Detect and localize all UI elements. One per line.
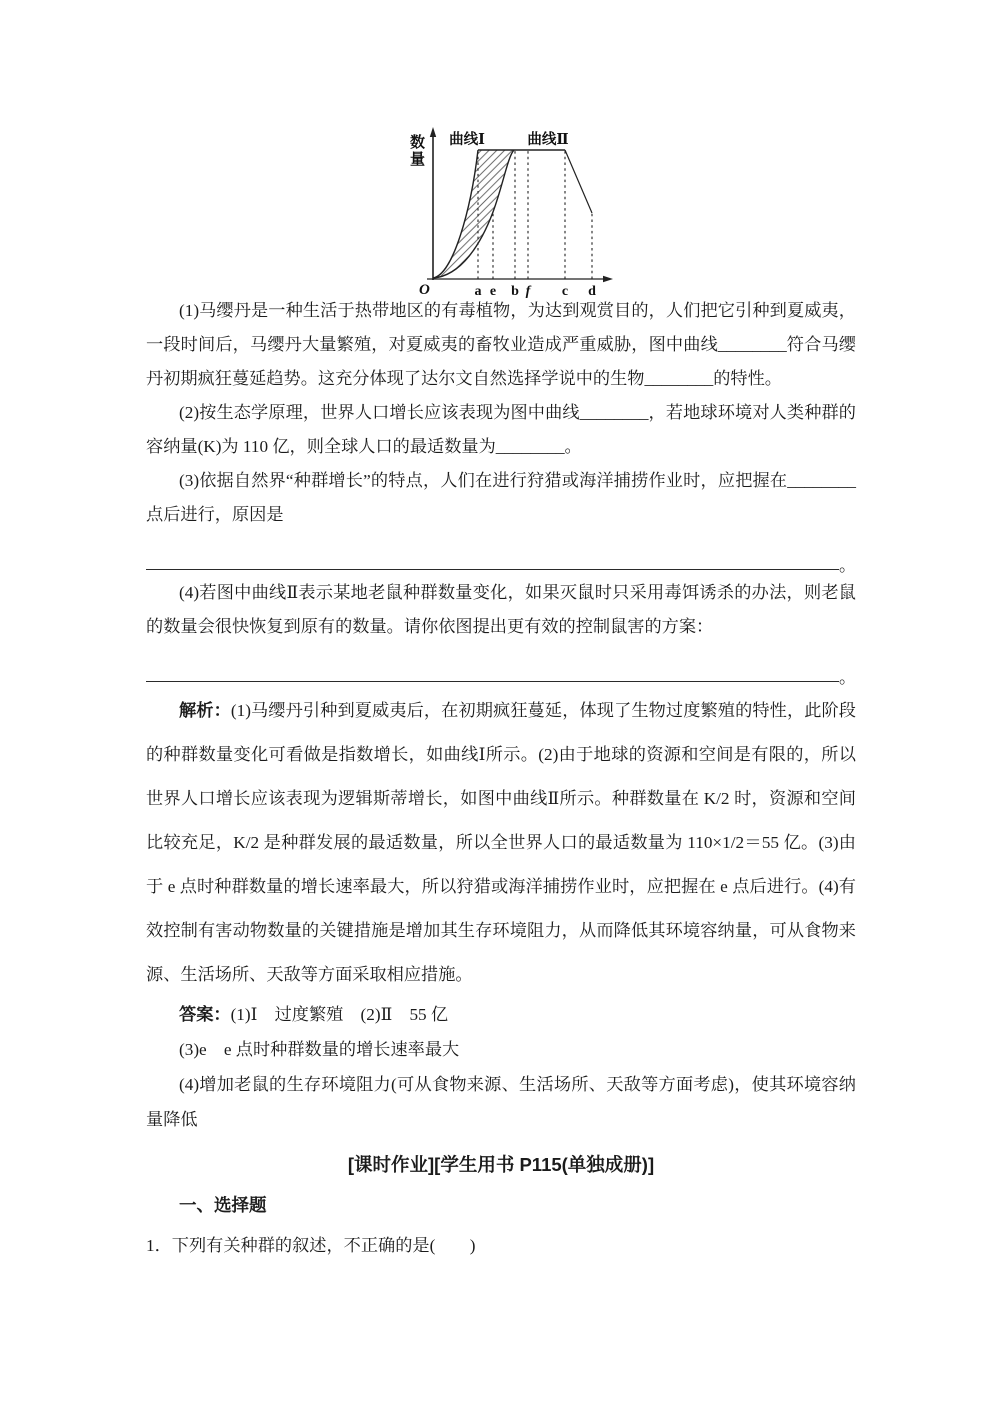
analysis-paragraph: [146, 688, 856, 997]
subquestion-3: (3)依据自然界“种群增长”的特点，人们在进行狩猎或海洋捕捞作业时，应把握在________点后进行，原因是: [146, 471, 856, 524]
analysis-text: (1)马缨丹引种到夏威夷后，在初期疯狂蔓延，体现了生物过度繁殖的特性，此阶段的种群数量变化可看做是指数增长，如曲线Ⅰ所示。(2)由于地球的资源和空间是有限的，所以世界人口增长应该表现为逻辑斯蒂增长，如图中曲线Ⅱ所示。种群数量在 K/2 时，资源和空间比较充足，K/2 是种群发展的最适数量，所以全世界人口的最适数量为 110×1/2＝55 亿。(3)由于 e 点时种群数量的增长速率最大，所以狩猎或海洋捕捞作业时，应把握在 e 点后进行。(4)有效控制有害动物数量的关键措施是增加其生存环境阻力，从而降低其环境容纳量，可从食物来源、生活场所、天敌等方面采取相应措施。: [146, 701, 856, 984]
answer-line-1-text: (1)Ⅰ 过度繁殖 (2)Ⅱ 55 亿: [230, 1005, 449, 1024]
y-axis-arrow: [430, 127, 436, 137]
x-point-e: e: [489, 284, 497, 299]
subquestion-2: (2)按生态学原理，世界人口增长应该表现为图中曲线________，若地球环境对人类种群的容纳量(K)为 110 亿，则全球人口的最适数量为________。: [146, 403, 856, 456]
subquestion-4: (4)若图中曲线Ⅱ表示某地老鼠种群数量变化，如果灭鼠时只采用毒饵诱杀的办法，则老鼠的数量会很快恢复到原有的数量。请你依图提出更有效的控制鼠害的方案：: [146, 583, 856, 636]
population-growth-figure: [393, 118, 628, 303]
answer-line-3: (4)增加老鼠的生存环境阻力(可从食物来源、生活场所、天敌等方面考虑)，使其环境容纳量降低: [146, 1075, 856, 1129]
answer-line-1: [146, 997, 856, 1032]
blank-rule-period: 。: [839, 556, 856, 575]
x-point-f: f: [525, 284, 531, 299]
homework-section-header: [课时作业][学生用书 P115(单独成册)]: [347, 1154, 655, 1175]
multiple-choice-question-1: 1．下列有关种群的叙述，不正确的是( ): [146, 1236, 476, 1255]
x-point-c: c: [561, 284, 569, 299]
subquestion-1: (1)马缨丹是一种生活于热带地区的有毒植物，为达到观赏目的，人们把它引种到夏威夷，一段时间后，马缨丹大量繁殖，对夏威夷的畜牧业造成严重威胁，图中曲线________符合马缨丹初期疯狂蔓延趋势。这充分体现了达尔文自然选择学说中的生物________的特性。: [146, 301, 856, 388]
worksheet-text-body: [146, 294, 856, 1266]
x-point-d: d: [588, 284, 596, 299]
answer-blank-line-1: [146, 532, 856, 576]
answer-blank-line-2: [146, 644, 856, 688]
x-point-b: b: [511, 284, 519, 299]
x-point-a: a: [474, 284, 482, 299]
blank-rule: [146, 681, 839, 682]
hatched-area-between-curves: [433, 150, 514, 278]
blank-rule: [146, 569, 839, 570]
answer-label: 答案：: [179, 1004, 231, 1024]
section-title-multiple-choice: 一、选择题: [179, 1195, 267, 1215]
answer-line-2: (3)e e 点时种群数量的增长速率最大: [179, 1040, 460, 1059]
blank-rule-period: 。: [839, 668, 856, 687]
x-axis-arrow: [603, 276, 613, 282]
curve-2-label: 曲线Ⅱ: [527, 132, 569, 148]
y-axis-label-char-2: 量: [410, 152, 426, 168]
curve-1-label: 曲线Ⅰ: [449, 132, 485, 148]
origin-label: O: [419, 282, 430, 298]
analysis-label: 解析：: [179, 700, 231, 720]
decline-segment: [565, 150, 592, 213]
y-axis-label-char-1: 数: [410, 135, 426, 151]
